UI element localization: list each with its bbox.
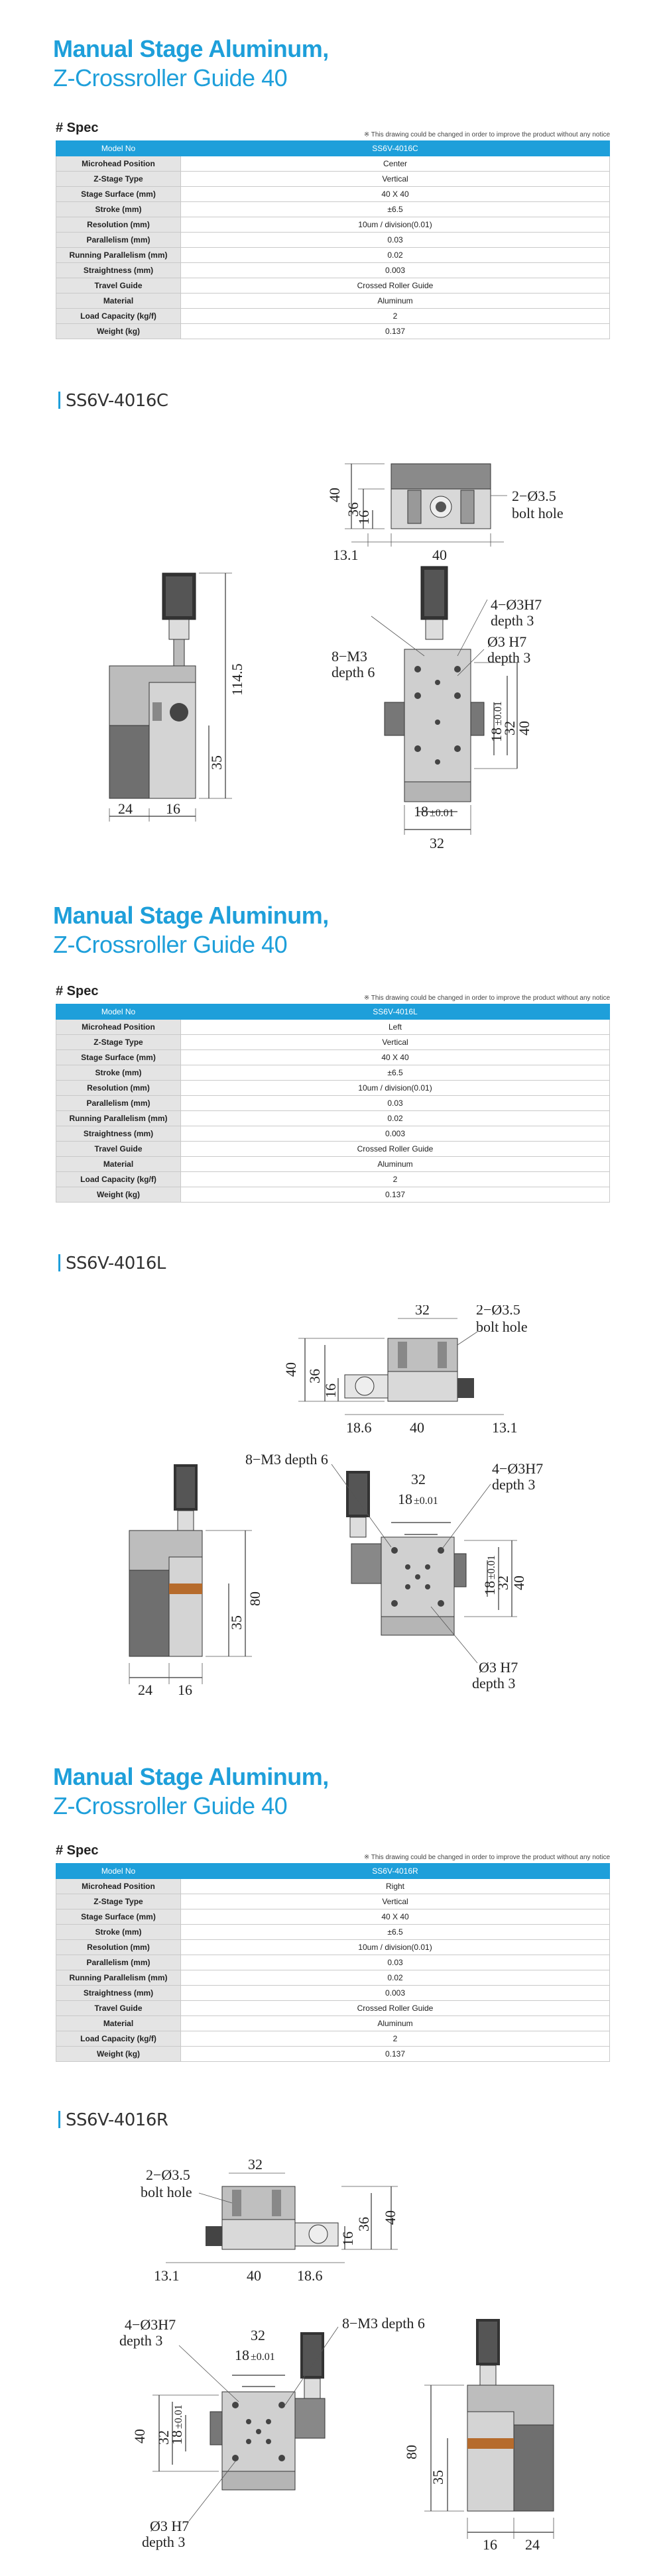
spec-value: 0.03 — [181, 233, 610, 248]
dim-label: ±0.01 — [173, 2404, 184, 2429]
dim-label: 16 — [483, 2536, 497, 2553]
dim-label: ±0.01 — [251, 2351, 275, 2363]
spec-row — [56, 324, 610, 339]
spec-row — [56, 1879, 610, 1894]
dim-label: 24 — [118, 800, 133, 817]
spec-row — [56, 1035, 610, 1050]
spec-row — [56, 172, 610, 187]
spec-value: 40 X 40 — [181, 187, 610, 202]
spec-value: 0.03 — [181, 1955, 610, 1970]
spec-note: ※ This drawing could be changed in order to improve the product without any notice — [363, 1854, 610, 1861]
dim-label: 40 — [131, 2429, 148, 2443]
dim-label: 32 — [495, 1576, 511, 1590]
spec-value: Vertical — [181, 1894, 610, 1909]
spec-row — [56, 1142, 610, 1157]
spec-key: Z-Stage Type — [56, 1035, 181, 1050]
spec-row — [56, 217, 610, 233]
spec-value: 0.02 — [181, 248, 610, 263]
spec-key: Travel Guide — [56, 1142, 181, 1157]
spec-title: # Spec — [56, 121, 99, 135]
dim-label: 40 — [282, 1362, 299, 1377]
dim-label: depth 3 — [491, 612, 534, 629]
dim-label: 16 — [355, 510, 372, 525]
dim-label: depth 3 — [119, 2332, 163, 2349]
spec-key: Model No — [56, 141, 181, 156]
product-heading — [53, 901, 329, 959]
heading-line-1: Manual Stage Aluminum, — [53, 35, 329, 62]
spec-key: Load Capacity (kg/f) — [56, 1172, 181, 1187]
spec-value: 0.02 — [181, 1111, 610, 1126]
dim-label: 24 — [138, 1682, 152, 1698]
dim-label: 18 — [168, 2430, 185, 2445]
dim-label: 36 — [306, 1369, 323, 1383]
spec-value: Aluminum — [181, 294, 610, 309]
dim-label: 2−Ø3.5 — [476, 1305, 520, 1318]
heading-line-2: Z-Crossroller Guide 40 — [53, 931, 288, 958]
dim-label: Ø3 H7 — [150, 2518, 190, 2534]
spec-key: Running Parallelism (mm) — [56, 248, 181, 263]
dim-label: 18 — [398, 1491, 412, 1507]
technical-drawing-4016r — [0, 2153, 663, 2571]
dim-label: ±0.01 — [430, 808, 454, 819]
spec-row — [56, 1187, 610, 1203]
spec-key: Z-Stage Type — [56, 1894, 181, 1909]
dim-label: 4−Ø3H7 — [492, 1460, 544, 1477]
spec-row — [56, 1925, 610, 1940]
spec-key: Model No — [56, 1004, 181, 1020]
spec-value: Left — [181, 1020, 610, 1035]
spec-row — [56, 1081, 610, 1096]
spec-key: Z-Stage Type — [56, 172, 181, 187]
spec-row — [56, 294, 610, 309]
dim-label: 35 — [430, 2470, 446, 2485]
model-label — [58, 2110, 168, 2130]
product-heading — [53, 34, 329, 93]
dim-label: 40 — [247, 2267, 261, 2284]
spec-row — [56, 309, 610, 324]
side-view — [424, 2319, 554, 2539]
spec-key: Microhead Position — [56, 156, 181, 172]
spec-value: 2 — [181, 309, 610, 324]
spec-key: Travel Guide — [56, 2001, 181, 2016]
spec-value: SS6V-4016R — [181, 1864, 610, 1879]
spec-key: Material — [56, 1157, 181, 1172]
spec-value: 2 — [181, 2031, 610, 2047]
dim-label: ±0.01 — [486, 1555, 497, 1580]
spec-row — [56, 2031, 610, 2047]
technical-drawing-4016c — [0, 451, 663, 875]
spec-key: Weight (kg) — [56, 2047, 181, 2062]
spec-row — [56, 1909, 610, 1925]
spec-value: Vertical — [181, 172, 610, 187]
spec-table — [56, 140, 610, 339]
top-view — [345, 464, 507, 547]
dim-label: 18 — [481, 1581, 498, 1595]
spec-value: 10um / division(0.01) — [181, 1081, 610, 1096]
spec-key: Running Parallelism (mm) — [56, 1111, 181, 1126]
spec-key: Resolution (mm) — [56, 1940, 181, 1955]
spec-key: Microhead Position — [56, 1020, 181, 1035]
spec-key: Parallelism (mm) — [56, 1955, 181, 1970]
dim-label: 8−M3 — [332, 648, 367, 665]
spec-value: Vertical — [181, 1035, 610, 1050]
dim-label: 40 — [410, 1419, 424, 1436]
spec-row — [56, 187, 610, 202]
technical-drawing-4016l — [0, 1305, 663, 1716]
spec-key: Resolution (mm) — [56, 1081, 181, 1096]
spec-value: Center — [181, 156, 610, 172]
dim-label: 18 — [414, 803, 428, 820]
spec-row-model — [56, 141, 610, 156]
spec-value: 0.137 — [181, 324, 610, 339]
spec-key: Stage Surface (mm) — [56, 1909, 181, 1925]
spec-table — [56, 1004, 610, 1203]
spec-key: Straightness (mm) — [56, 1986, 181, 2001]
spec-value: 10um / division(0.01) — [181, 217, 610, 233]
dim-label: 13.1 — [492, 1419, 518, 1436]
spec-row — [56, 1940, 610, 1955]
dim-label: 13.1 — [154, 2267, 180, 2284]
heading-line-1: Manual Stage Aluminum, — [53, 1763, 329, 1790]
spec-value: 40 X 40 — [181, 1909, 610, 1925]
model-label-text: SS6V-4016R — [66, 2110, 168, 2130]
spec-row — [56, 1111, 610, 1126]
heading-line-2: Z-Crossroller Guide 40 — [53, 64, 288, 91]
spec-key: Material — [56, 2016, 181, 2031]
spec-value: 0.137 — [181, 2047, 610, 2062]
spec-key: Load Capacity (kg/f) — [56, 309, 181, 324]
spec-row — [56, 156, 610, 172]
dim-label: depth 3 — [142, 2534, 186, 2550]
dim-label: 40 — [382, 2210, 398, 2225]
heading-line-2: Z-Crossroller Guide 40 — [53, 1792, 288, 1819]
dim-label: 40 — [511, 1576, 527, 1590]
spec-value: ±6.5 — [181, 1065, 610, 1081]
spec-row — [56, 2001, 610, 2016]
dim-label: 35 — [228, 1615, 245, 1630]
dim-label: 80 — [403, 2445, 420, 2459]
heading-line-1: Manual Stage Aluminum, — [53, 902, 329, 929]
dim-label: 32 — [415, 1305, 430, 1318]
spec-value: Crossed Roller Guide — [181, 1142, 610, 1157]
spec-key: Load Capacity (kg/f) — [56, 2031, 181, 2047]
model-label-text: SS6V-4016L — [66, 1254, 166, 1273]
spec-key: Travel Guide — [56, 278, 181, 294]
spec-value: Right — [181, 1879, 610, 1894]
spec-key: Resolution (mm) — [56, 217, 181, 233]
spec-row — [56, 1986, 610, 2001]
spec-row — [56, 1157, 610, 1172]
dim-label: 24 — [525, 2536, 540, 2553]
spec-key: Stroke (mm) — [56, 1925, 181, 1940]
spec-key: Stroke (mm) — [56, 202, 181, 217]
spec-row — [56, 2016, 610, 2031]
dim-label: ±0.01 — [414, 1495, 438, 1507]
spec-key: Stage Surface (mm) — [56, 187, 181, 202]
dim-label: 18 — [488, 727, 505, 742]
dim-label: 16 — [339, 2231, 356, 2246]
spec-key: Material — [56, 294, 181, 309]
spec-row — [56, 248, 610, 263]
spec-value: 0.03 — [181, 1096, 610, 1111]
spec-row — [56, 1096, 610, 1111]
spec-value: 40 X 40 — [181, 1050, 610, 1065]
dim-label: bolt hole — [512, 505, 564, 521]
spec-value: 0.003 — [181, 1986, 610, 2001]
dim-label: depth 3 — [487, 649, 531, 666]
dim-label: 16 — [322, 1383, 339, 1398]
spec-row — [56, 202, 610, 217]
dim-label: 40 — [516, 721, 532, 735]
dim-label: 16 — [178, 1682, 192, 1698]
dim-label: 18.6 — [346, 1419, 372, 1436]
spec-row — [56, 1020, 610, 1035]
dim-label: 2−Ø3.5 — [146, 2167, 190, 2183]
spec-row — [56, 1894, 610, 1909]
spec-value: ±6.5 — [181, 1925, 610, 1940]
spec-value: SS6V-4016L — [181, 1004, 610, 1020]
spec-row — [56, 233, 610, 248]
spec-key: Stage Surface (mm) — [56, 1050, 181, 1065]
top-view — [298, 1318, 504, 1415]
spec-row — [56, 1126, 610, 1142]
dim-label: 36 — [355, 2217, 372, 2231]
spec-row — [56, 2047, 610, 2062]
spec-note: ※ This drawing could be changed in order to improve the product without any notice — [363, 131, 610, 138]
spec-value: 0.003 — [181, 1126, 610, 1142]
spec-key: Weight (kg) — [56, 324, 181, 339]
spec-row-model — [56, 1004, 610, 1020]
accent-bar — [58, 1254, 60, 1271]
dim-label: 40 — [326, 488, 343, 502]
dim-label: 8−M3 depth 6 — [245, 1451, 328, 1468]
dim-label: 114.5 — [229, 663, 245, 696]
accent-bar — [58, 2111, 60, 2128]
dim-label: 4−Ø3H7 — [125, 2316, 176, 2333]
spec-row — [56, 1065, 610, 1081]
product-section-4016c — [0, 0, 663, 875]
spec-note: ※ This drawing could be changed in order to improve the product without any notice — [363, 994, 610, 1002]
spec-value: Aluminum — [181, 1157, 610, 1172]
dim-label: 8−M3 depth 6 — [342, 2315, 425, 2332]
spec-value: Aluminum — [181, 2016, 610, 2031]
dim-label: ±0.01 — [493, 701, 504, 725]
spec-table — [56, 1863, 610, 2062]
side-view — [109, 573, 232, 822]
dim-label: 13.1 — [333, 547, 359, 563]
spec-row-model — [56, 1864, 610, 1879]
spec-value: 0.02 — [181, 1970, 610, 1986]
spec-key: Straightness (mm) — [56, 1126, 181, 1142]
dim-label: 32 — [251, 2327, 265, 2343]
spec-value: Crossed Roller Guide — [181, 278, 610, 294]
dim-label: 32 — [411, 1471, 426, 1487]
dim-label: 18 — [235, 2347, 249, 2363]
spec-title: # Spec — [56, 1843, 99, 1858]
spec-value: SS6V-4016C — [181, 141, 610, 156]
dim-label: depth 6 — [332, 664, 375, 680]
dim-label: depth 3 — [492, 1476, 536, 1493]
spec-row — [56, 263, 610, 278]
dim-label: bolt hole — [141, 2184, 192, 2200]
spec-value: 2 — [181, 1172, 610, 1187]
model-label — [58, 1254, 166, 1273]
dim-label: Ø3 H7 — [479, 1659, 518, 1676]
spec-value: 0.003 — [181, 263, 610, 278]
spec-key: Running Parallelism (mm) — [56, 1970, 181, 1986]
dim-label: 32 — [430, 835, 444, 851]
spec-key: Model No — [56, 1864, 181, 1879]
spec-key: Parallelism (mm) — [56, 1096, 181, 1111]
dim-label: Ø3 H7 — [487, 633, 527, 650]
spec-value: 0.137 — [181, 1187, 610, 1203]
dim-label: 18.6 — [297, 2267, 323, 2284]
dim-label: 32 — [248, 2156, 263, 2173]
dim-label: 4−Ø3H7 — [491, 596, 542, 613]
model-label-text: SS6V-4016C — [66, 391, 168, 411]
dim-label: 32 — [501, 721, 518, 735]
spec-row — [56, 1172, 610, 1187]
dim-label: bolt hole — [476, 1318, 528, 1335]
spec-value: Crossed Roller Guide — [181, 2001, 610, 2016]
side-view — [129, 1464, 252, 1684]
product-heading — [53, 1762, 329, 1821]
spec-key: Weight (kg) — [56, 1187, 181, 1203]
spec-row — [56, 1050, 610, 1065]
spec-key: Stroke (mm) — [56, 1065, 181, 1081]
spec-row — [56, 1955, 610, 1970]
product-section-4016r — [0, 1723, 663, 2576]
dim-label: 35 — [208, 755, 225, 770]
spec-key: Parallelism (mm) — [56, 233, 181, 248]
spec-key: Straightness (mm) — [56, 263, 181, 278]
dim-label: depth 3 — [472, 1675, 516, 1691]
product-section-4016l — [0, 875, 663, 1723]
model-label — [58, 391, 168, 411]
spec-value: 10um / division(0.01) — [181, 1940, 610, 1955]
spec-key: Microhead Position — [56, 1879, 181, 1894]
spec-title: # Spec — [56, 984, 99, 998]
dim-label: 32 — [155, 2430, 172, 2445]
accent-bar — [58, 392, 60, 409]
dim-label: 36 — [345, 502, 361, 517]
dim-label: 2−Ø3.5 — [512, 488, 556, 504]
dim-label: 40 — [432, 547, 447, 563]
spec-value: ±6.5 — [181, 202, 610, 217]
dim-label: 80 — [247, 1591, 263, 1606]
dim-label: 16 — [166, 800, 180, 817]
spec-row — [56, 1970, 610, 1986]
spec-row — [56, 278, 610, 294]
